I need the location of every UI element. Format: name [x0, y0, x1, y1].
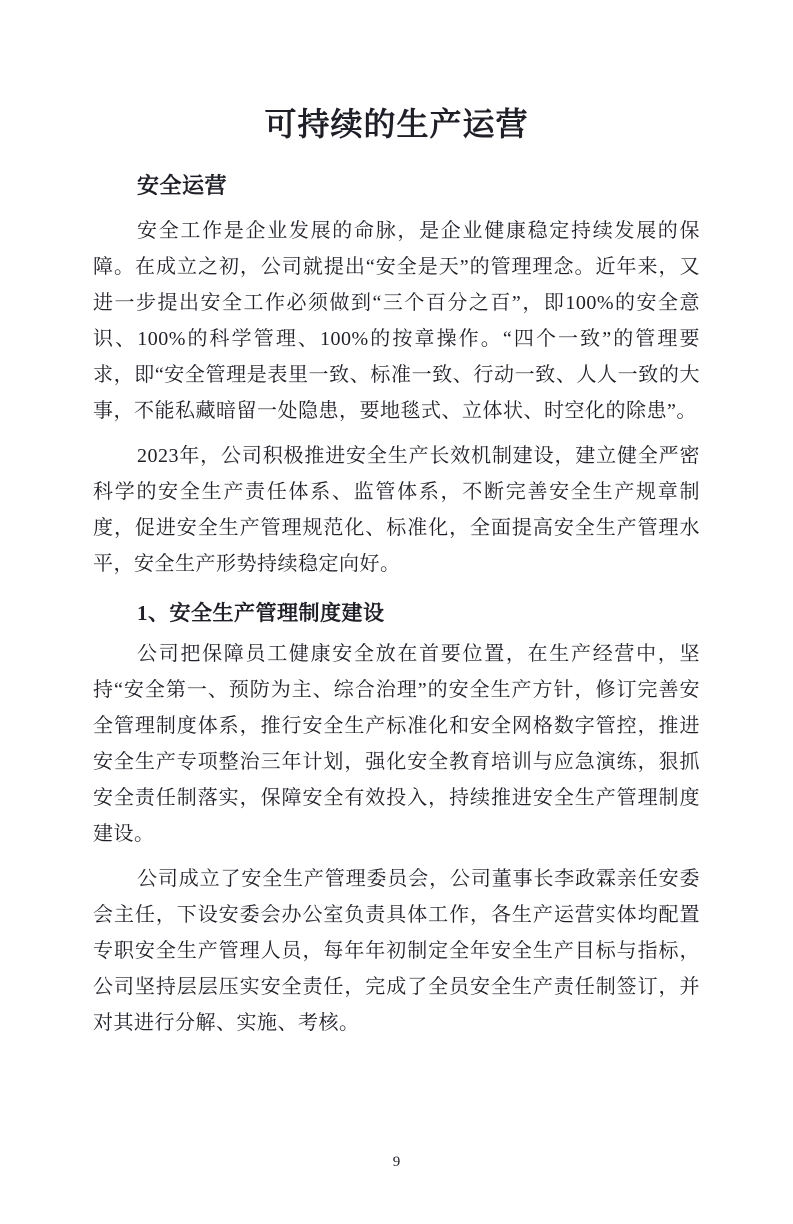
paragraph-2023-mechanism: 2023年，公司积极推进安全生产长效机制建设，建立健全严密科学的安全生产责任体系、监管体系，不断完善安全生产规章制度，促进安全生产管理规范化、标准化，全面提高安全生产管理水平，安全生产形势持续稳定向好。 — [93, 445, 700, 575]
paragraph-safety-committee: 公司成立了安全生产管理委员会，公司董事长李政霖亲任安委会主任，下设安委会办公室负责具体工作，各生产运营实体均配置专职安全生产管理人员，每年年初制定全年安全生产目标与指标，公司坚持层层压实安全责任，完成了全员安全生产责任制签订，并对其进行分解、实施、考核。 — [93, 868, 700, 1034]
paragraph-safety-intro: 安全工作是企业发展的命脉，是企业健康稳定持续发展的保障。在成立之初，公司就提出“安全是天”的管理理念。近年来，又进一步提出安全工作必须做到“三个百分之百”，即100%的安全意识、100%的科学管理、100%的按章操作。“四个一致”的管理要求，即“安全管理是表里一致、标准一致、行动一致、人人一致的大事，不能私藏暗留一处隐患，要地毯式、立体状、时空化的除患”。 — [93, 220, 700, 422]
document-page — [0, 102, 793, 1224]
page-number: 9 — [392, 1154, 401, 1170]
page-title: 可持续的生产运营 — [264, 106, 529, 142]
subsection-heading-safety-management-system: 1、安全生产管理制度建设 — [137, 601, 385, 625]
section-heading: 安全运营 — [137, 173, 228, 198]
paragraph-employee-health-safety: 公司把保障员工健康安全放在首要位置，在生产经营中，坚持“安全第一、预防为主、综合治理”的安全生产方针，修订完善安全管理制度体系，推行安全生产标准化和安全网格数字管控，推进安全生产专项整治三年计划，强化安全教育培训与应急演练，狠抓安全责任制落实，保障安全有效投入，持续推进安全生产管理制度建设。 — [93, 643, 700, 845]
